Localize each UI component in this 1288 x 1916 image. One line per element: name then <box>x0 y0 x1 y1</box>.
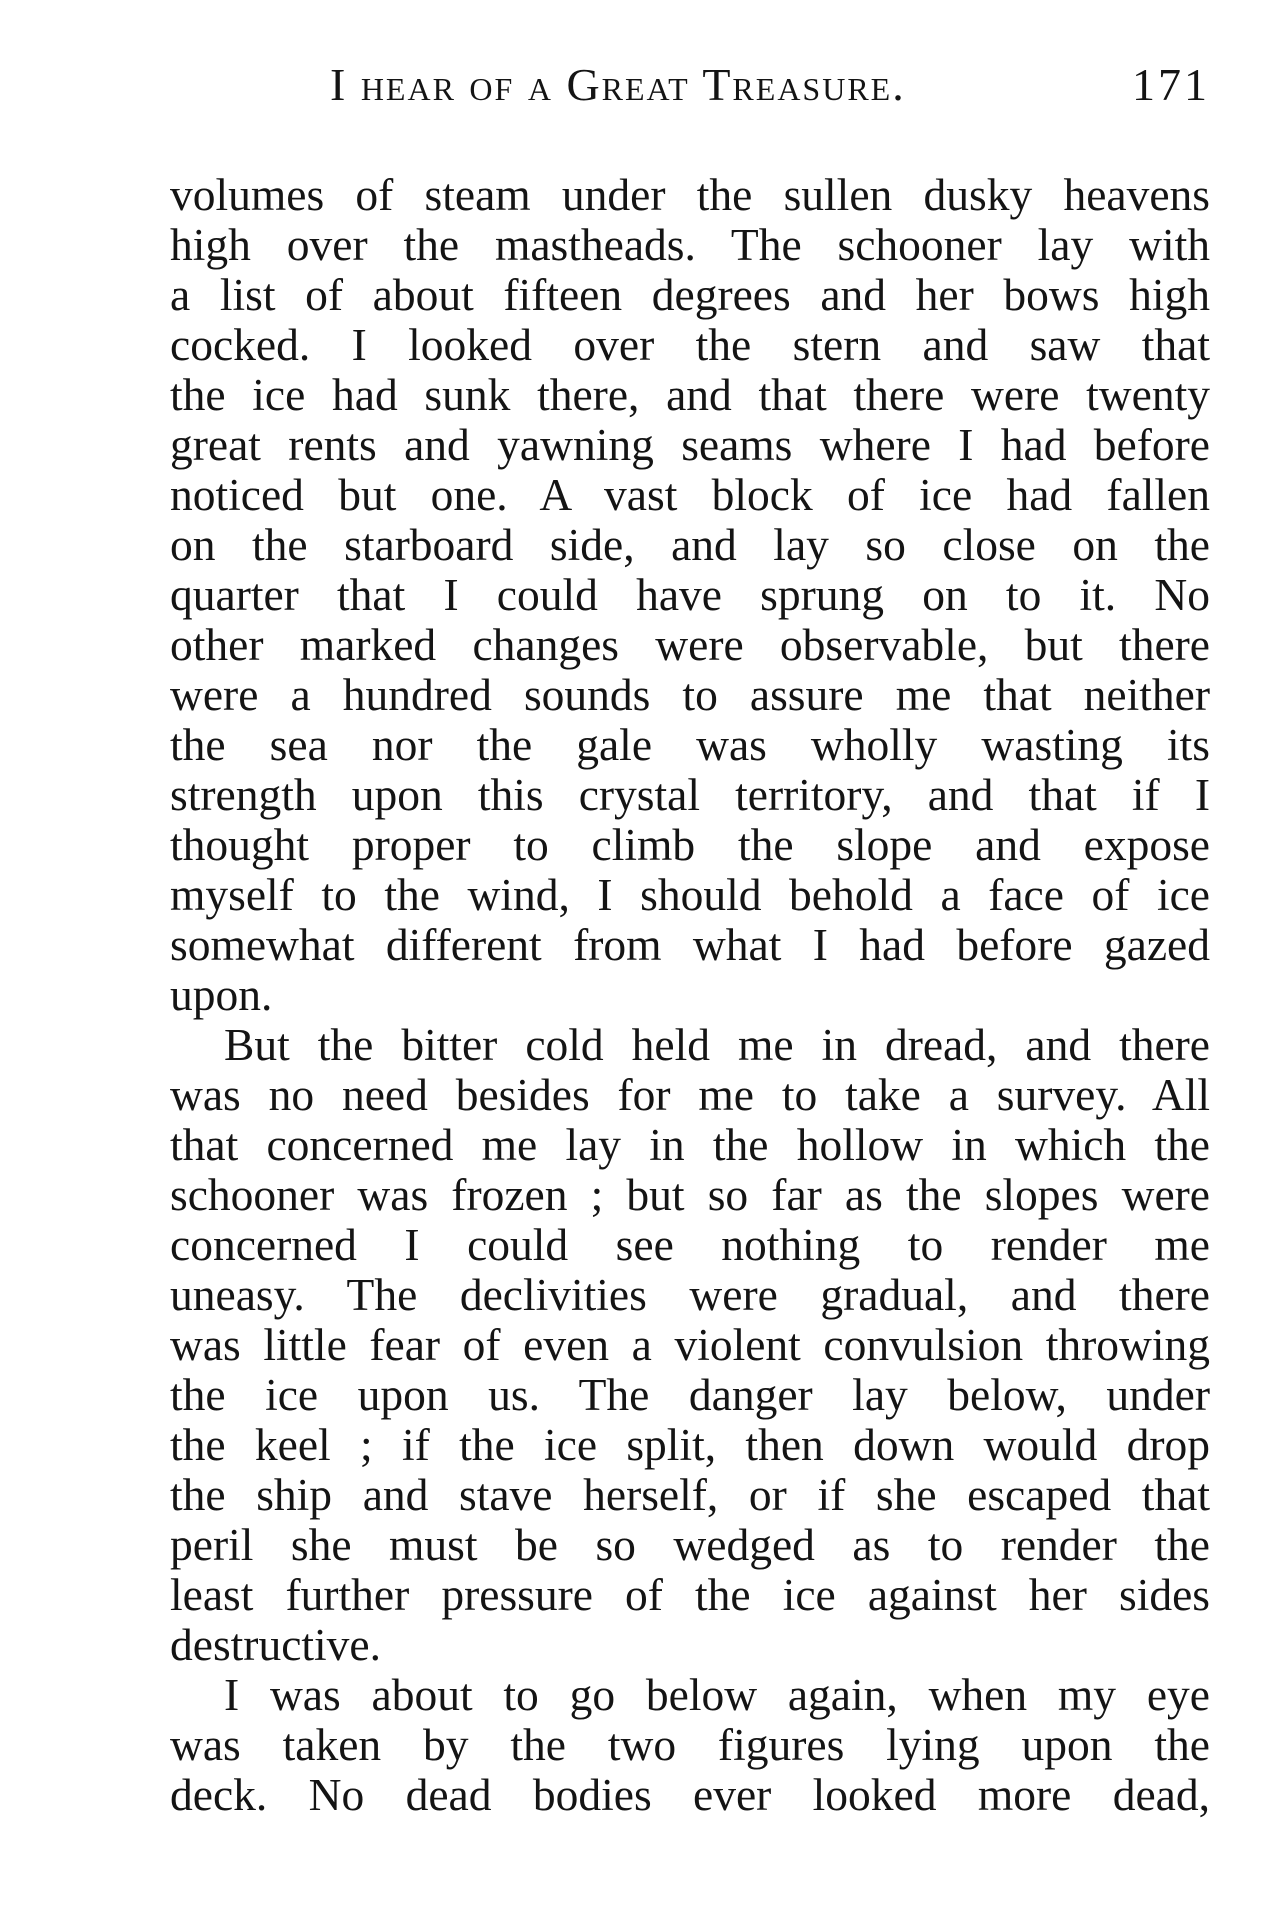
text-line: destructive. <box>170 1619 381 1670</box>
text-line: But the bitter cold held me in dread, and there <box>224 1019 1210 1070</box>
text-line: the ice had sunk there, and that there were twenty <box>170 369 1210 420</box>
text-line: peril she must be so wedged as to render the <box>170 1519 1210 1570</box>
text-line: great rents and yawning seams where I had before <box>170 419 1210 470</box>
paragraph-2 <box>170 1020 1210 1670</box>
text-line: a list of about fifteen degrees and her bows high <box>170 269 1210 320</box>
text-line: the keel ; if the ice split, then down would drop <box>170 1419 1210 1470</box>
page-header <box>170 58 1210 128</box>
text-line: least further pressure of the ice against her sides <box>170 1569 1210 1620</box>
text-line: was no need besides for me to take a survey. All <box>170 1069 1210 1120</box>
paragraph-3 <box>170 1670 1210 1820</box>
text-line: high over the mastheads. The schooner lay with <box>170 219 1210 270</box>
text-line: schooner was frozen ; but so far as the slopes were <box>170 1169 1210 1220</box>
text-line: was taken by the two figures lying upon the <box>170 1719 1210 1770</box>
text-line: on the starboard side, and lay so close on the <box>170 519 1210 570</box>
text-line: quarter that I could have sprung on to it. No <box>170 569 1210 620</box>
text-line: the ice upon us. The danger lay below, under <box>170 1369 1210 1420</box>
text-line: deck. No dead bodies ever looked more dead, <box>170 1769 1210 1820</box>
text-line: strength upon this crystal territory, and that if I <box>170 769 1210 820</box>
text-line: the ship and stave herself, or if she escaped that <box>170 1469 1210 1520</box>
text-line: the sea nor the gale was wholly wasting its <box>170 719 1210 770</box>
text-line: uneasy. The declivities were gradual, and there <box>170 1269 1210 1320</box>
text-line: concerned I could see nothing to render me <box>170 1219 1210 1270</box>
text-line: somewhat different from what I had before gazed <box>170 919 1210 970</box>
text-line: was little fear of even a violent convulsion throwing <box>170 1319 1210 1370</box>
page-number: 171 <box>1132 59 1210 110</box>
text-line: cocked. I looked over the stern and saw that <box>170 319 1210 370</box>
paragraph-1 <box>170 170 1210 1020</box>
text-line: noticed but one. A vast block of ice had fallen <box>170 469 1210 520</box>
text-line: upon. <box>170 969 273 1020</box>
body-text <box>170 170 1210 1820</box>
text-line: other marked changes were observable, but there <box>170 619 1210 670</box>
text-line: that concerned me lay in the hollow in which the <box>170 1119 1210 1170</box>
text-line: myself to the wind, I should behold a face of ice <box>170 869 1210 920</box>
text-line: I was about to go below again, when my eye <box>224 1669 1210 1720</box>
text-line: thought proper to climb the slope and expose <box>170 819 1210 870</box>
text-line: volumes of steam under the sullen dusky heavens <box>170 169 1210 220</box>
text-line: were a hundred sounds to assure me that neither <box>170 669 1210 720</box>
running-head: I hear of a Great Treasure. <box>330 59 906 110</box>
